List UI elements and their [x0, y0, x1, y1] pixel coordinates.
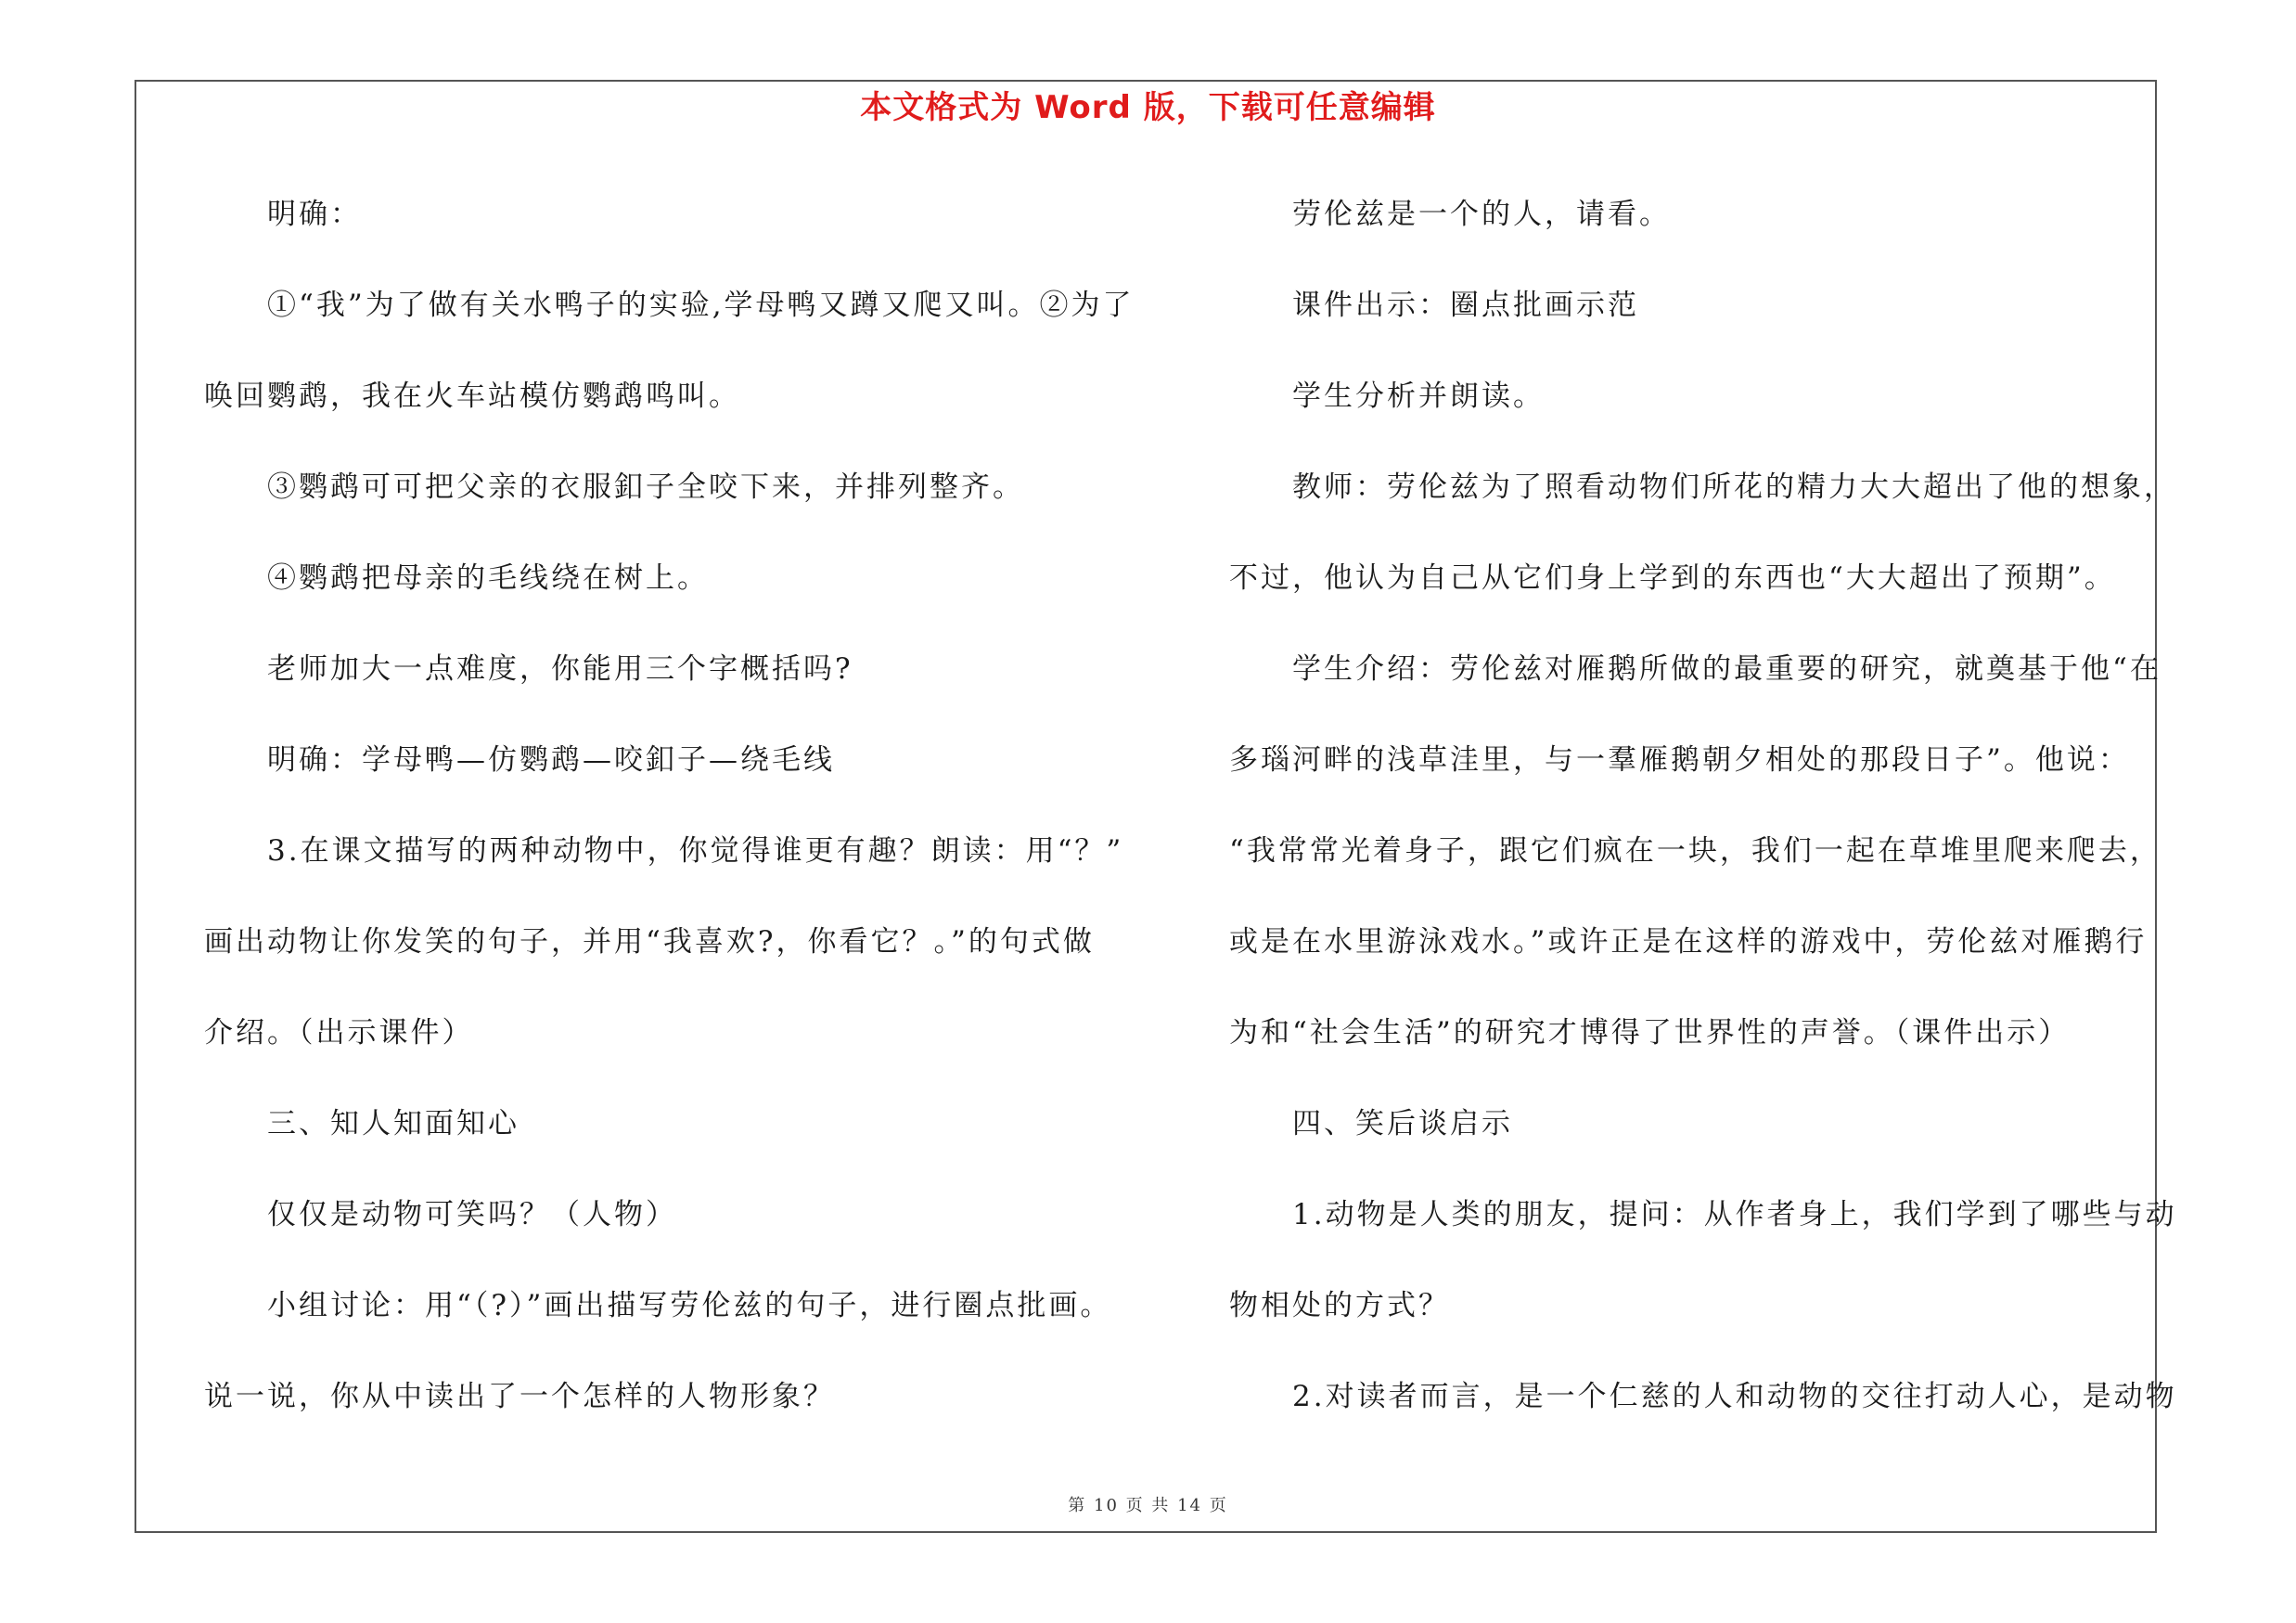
text-line: 学生介绍：劳伦兹对雁鹅所做的最重要的研究，就奠基于他“在 [1292, 652, 2161, 686]
text-line: 多瑙河畔的浅草洼里，与一羣雁鹅朝夕相处的那段日子”。他说： [1229, 743, 2130, 777]
text-line: ①“我”为了做有关水鸭子的实验,学母鸭又蹲又爬又叫。②为了 [267, 289, 1135, 322]
text-line: 唤回鹦鹉，我在火车站模仿鹦鹉鸣叫。 [204, 380, 740, 413]
text-line: 或是在水里游泳戏水。”或许正是在这样的游戏中，劳伦兹对雁鹅行 [1229, 925, 2148, 959]
text-line: ④鹦鹉把母亲的毛线绕在树上。 [267, 561, 709, 595]
text-line: 三、知人知面知心 [267, 1107, 519, 1140]
page-footer: 第 10 页 共 14 页 [1068, 1496, 1228, 1515]
text-line: 物相处的方式？ [1229, 1289, 1450, 1322]
text-line: “我常常光着身子，跟它们疯在一块，我们一起在草堆里爬来爬去， [1229, 834, 2161, 868]
text-line: 课件出示：圈点批画示范 [1292, 289, 1639, 322]
text-line: ③鹦鹉可可把父亲的衣服釦子全咬下来，并排列整齐。 [267, 470, 1024, 504]
text-line: 学生分析并朗读。 [1292, 380, 1545, 413]
text-line: 说一说，你从中读出了一个怎样的人物形象？ [204, 1380, 835, 1413]
text-line: 小组讨论：用“（?）”画出描写劳伦兹的句子，进行圈点批画。 [267, 1289, 1112, 1322]
left-column [204, 181, 1135, 1454]
text-line: 仅仅是动物可笑吗？（人物） [267, 1198, 677, 1231]
text-line: 教师：劳伦兹为了照看动物们所花的精力大大超出了他的想象， [1292, 470, 2175, 504]
text-line: 明确：学母鸭—仿鹦鹉—咬釦子—绕毛线 [267, 743, 835, 777]
text-line: 老师加大一点难度，你能用三个字概括吗? [267, 652, 853, 686]
right-column [1229, 181, 2177, 1454]
text-line: 为和“社会生活”的研究才博得了世界性的声誉。（课件出示） [1229, 1016, 2071, 1050]
text-line: 画出动物让你发笑的句子，并用“我喜欢?，你看它？。”的句式做 [204, 925, 1095, 959]
text-line: 不过，他认为自己从它们身上学到的东西也“大大超出了预期”。 [1229, 561, 2116, 595]
page-banner: 本文格式为 Word 版，下载可任意编辑 [860, 89, 1436, 126]
text-line: 介绍。（出示课件） [204, 1016, 474, 1050]
text-line: 1.动物是人类的朋友，提问：从作者身上，我们学到了哪些与动 [1292, 1198, 2177, 1231]
text-line: 3.在课文描写的两种动物中，你觉得谁更有趣？朗读：用“？” [267, 834, 1124, 868]
text-line: 2.对读者而言，是一个仁慈的人和动物的交往打动人心，是动物 [1292, 1380, 2177, 1413]
text-line: 明确： [267, 198, 362, 231]
text-line: 四、笑后谈启示 [1292, 1107, 1513, 1140]
text-line: 劳伦兹是一个的人，请看。 [1292, 198, 1671, 231]
